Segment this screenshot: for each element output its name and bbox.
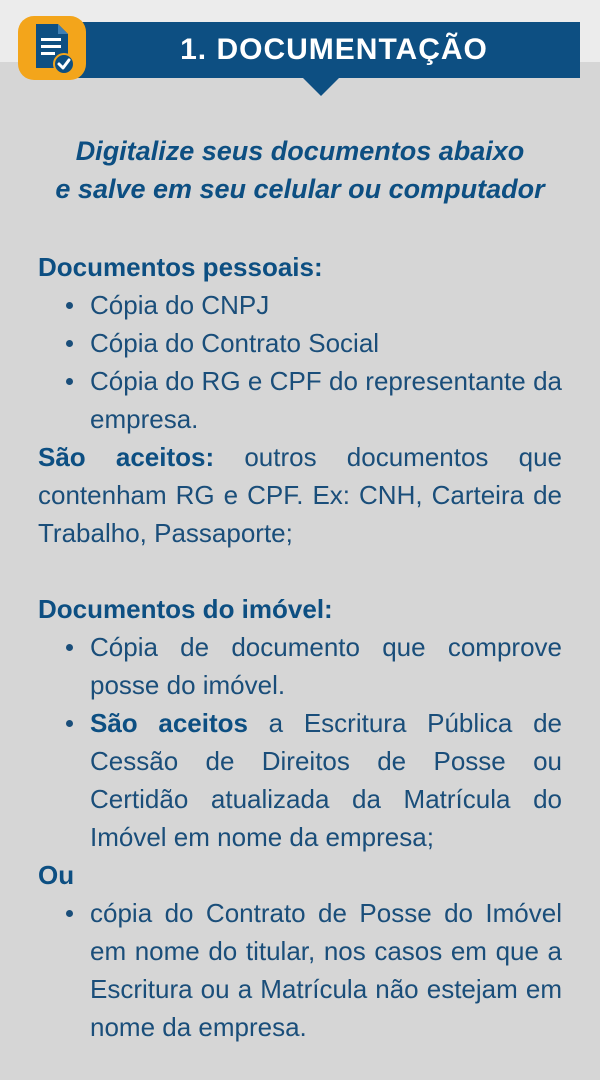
section-title: 1. DOCUMENTAÇÃO <box>180 33 488 66</box>
accepted-text: outros documentos que contenham RG e CPF. Ex: CNH, Carteira de Trabalho, Passaporte; <box>38 442 562 548</box>
or-label: Ou <box>38 860 75 890</box>
section-banner <box>48 22 580 78</box>
personal-docs-title: Documentos pessoais: <box>38 252 323 282</box>
content <box>38 132 562 1046</box>
subtitle <box>38 132 562 208</box>
list-item: Cópia de documento que comprove posse do imóvel. <box>90 628 562 704</box>
item-text: a Escritura Pública de Cessão de Direitos de Posse ou Certidão atualizada da Matrícula do Imóvel em nome da empresa; <box>90 708 562 852</box>
personal-accepted-note <box>38 438 562 552</box>
list-item: Cópia do CNPJ <box>90 286 562 324</box>
list-item: Cópia do Contrato Social <box>90 324 562 362</box>
document-check-icon <box>18 16 86 80</box>
subtitle-line-2: e salve em seu celular ou computador <box>55 174 545 204</box>
property-docs-list <box>38 628 562 856</box>
subtitle-line-1: Digitalize seus documentos abaixo <box>75 136 525 166</box>
banner-arrow <box>303 78 339 96</box>
item-bold-label: São aceitos <box>90 708 248 738</box>
list-item <box>90 704 562 856</box>
accepted-label: São aceitos: <box>38 442 215 472</box>
property-alt-list <box>38 894 562 1046</box>
property-docs-title: Documentos do imóvel: <box>38 594 333 624</box>
personal-docs-list <box>38 286 562 438</box>
spacer <box>38 552 562 590</box>
list-item: Cópia do RG e CPF do representante da empresa. <box>90 362 562 438</box>
list-item: cópia do Contrato de Posse do Imóvel em nome do titular, nos casos em que a Escritura ou a Matrícula não estejam em nome da empresa. <box>90 894 562 1046</box>
